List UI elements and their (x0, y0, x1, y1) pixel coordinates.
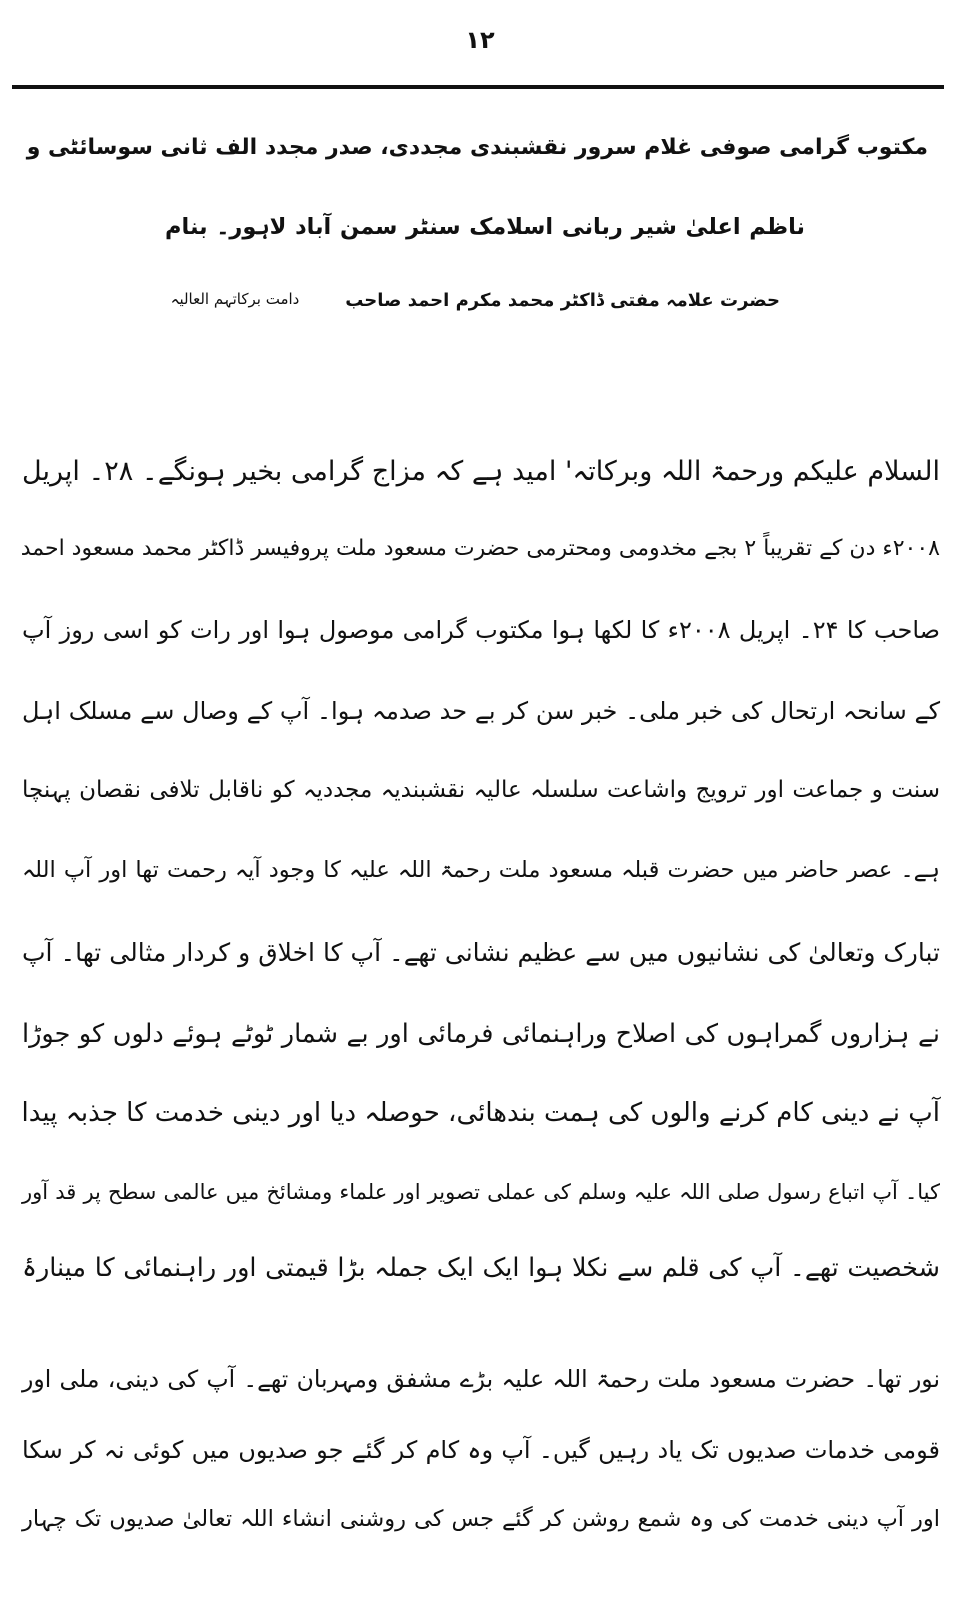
body-line: تبارک وتعالیٰ کی نشانیوں میں سے عظیم نشانی تھے۔ آپ کا اخلاق و کردار مثالی تھا۔ آپ (22, 938, 940, 967)
honorific: دامت برکاتہم العالیہ (170, 290, 300, 308)
body-line: کے سانحہ ارتحال کی خبر ملی۔ خبر سن کر بے حد صدمہ ہوا۔ آپ کے وصال سے مسلک اہل (22, 697, 940, 725)
body-line: سنت و جماعت اور ترویج واشاعت سلسلہ عالیہ نقشبندیہ مجددیہ کو ناقابل تلافی نقصان پہنچا (22, 777, 940, 803)
heading-line-1: مکتوب گرامی صوفی غلام سرور نقشبندی مجددی، صدر مجدد الف ثانی سوسائٹی و (26, 135, 928, 160)
header-rule (12, 85, 944, 89)
body-line: کیا۔ آپ اتباع رسول صلی اللہ علیہ وسلم کی عملی تصویر اور علماء ومشائخ میں عالمی سطح پر قد آور (22, 1180, 940, 1204)
page-number: ۱۲ (465, 26, 495, 54)
body-line: شخصیت تھے۔ آپ کی قلم سے نکلا ہوا ایک ایک جملہ بڑا قیمتی اور راہنمائی کا مینارۂ (22, 1253, 940, 1283)
body-line: نے ہزاروں گمراہوں کی اصلاح وراہنمائی فرمائی اور بے شمار ٹوٹے ہوئے دلوں کو جوڑا (22, 1019, 940, 1049)
addressee-name: حضرت علامہ مفتی ڈاکٹر محمد مکرم احمد صاحب (345, 290, 780, 311)
body-line: آپ نے دینی کام کرنے والوں کی ہمت بندھائی، حوصلہ دیا اور دینی خدمت کا جذبہ پیدا (21, 1098, 940, 1128)
body-line: صاحب کا ۲۴۔ اپریل ۲۰۰۸ء کا لکھا ہوا مکتوب گرامی موصول ہوا اور رات کو اسی روز آپ (22, 616, 941, 644)
body-line: قومی خدمات صدیوں تک یاد رہیں گیں۔ آپ وہ کام کر گئے جو صدیوں میں کوئی نہ کر سکا (22, 1436, 940, 1464)
heading-line-2: ناظم اعلیٰ شیر ربانی اسلامک سنٹر سمن آباد لاہور۔ بنام (165, 214, 805, 240)
body-line: السلام علیکم ورحمۃ اللہ وبرکاتہ' امید ہے کہ مزاج گرامی بخیر ہونگے۔ ۲۸۔ اپریل (22, 456, 940, 487)
body-line: ہے۔ عصر حاضر میں حضرت قبلہ مسعود ملت رحمۃ اللہ علیہ کا وجود آیہ رحمت تھا اور آپ اللہ (22, 857, 940, 883)
body-line: اور آپ دینی خدمت کی وہ شمع روشن کر گئے جس کی روشنی انشاء اللہ تعالیٰ صدیوں تک چہار (22, 1506, 940, 1532)
body-line: نور تھا۔ حضرت مسعود ملت رحمۃ اللہ علیہ بڑے مشفق ومہربان تھے۔ آپ کی دینی، ملی اور (22, 1365, 940, 1393)
body-line: ۲۰۰۸ء دن کے تقریباً ۲ بجے مخدومی ومحترمی حضرت مسعود ملت پروفیسر ڈاکٹر محمد مسعود احمد (20, 536, 940, 561)
